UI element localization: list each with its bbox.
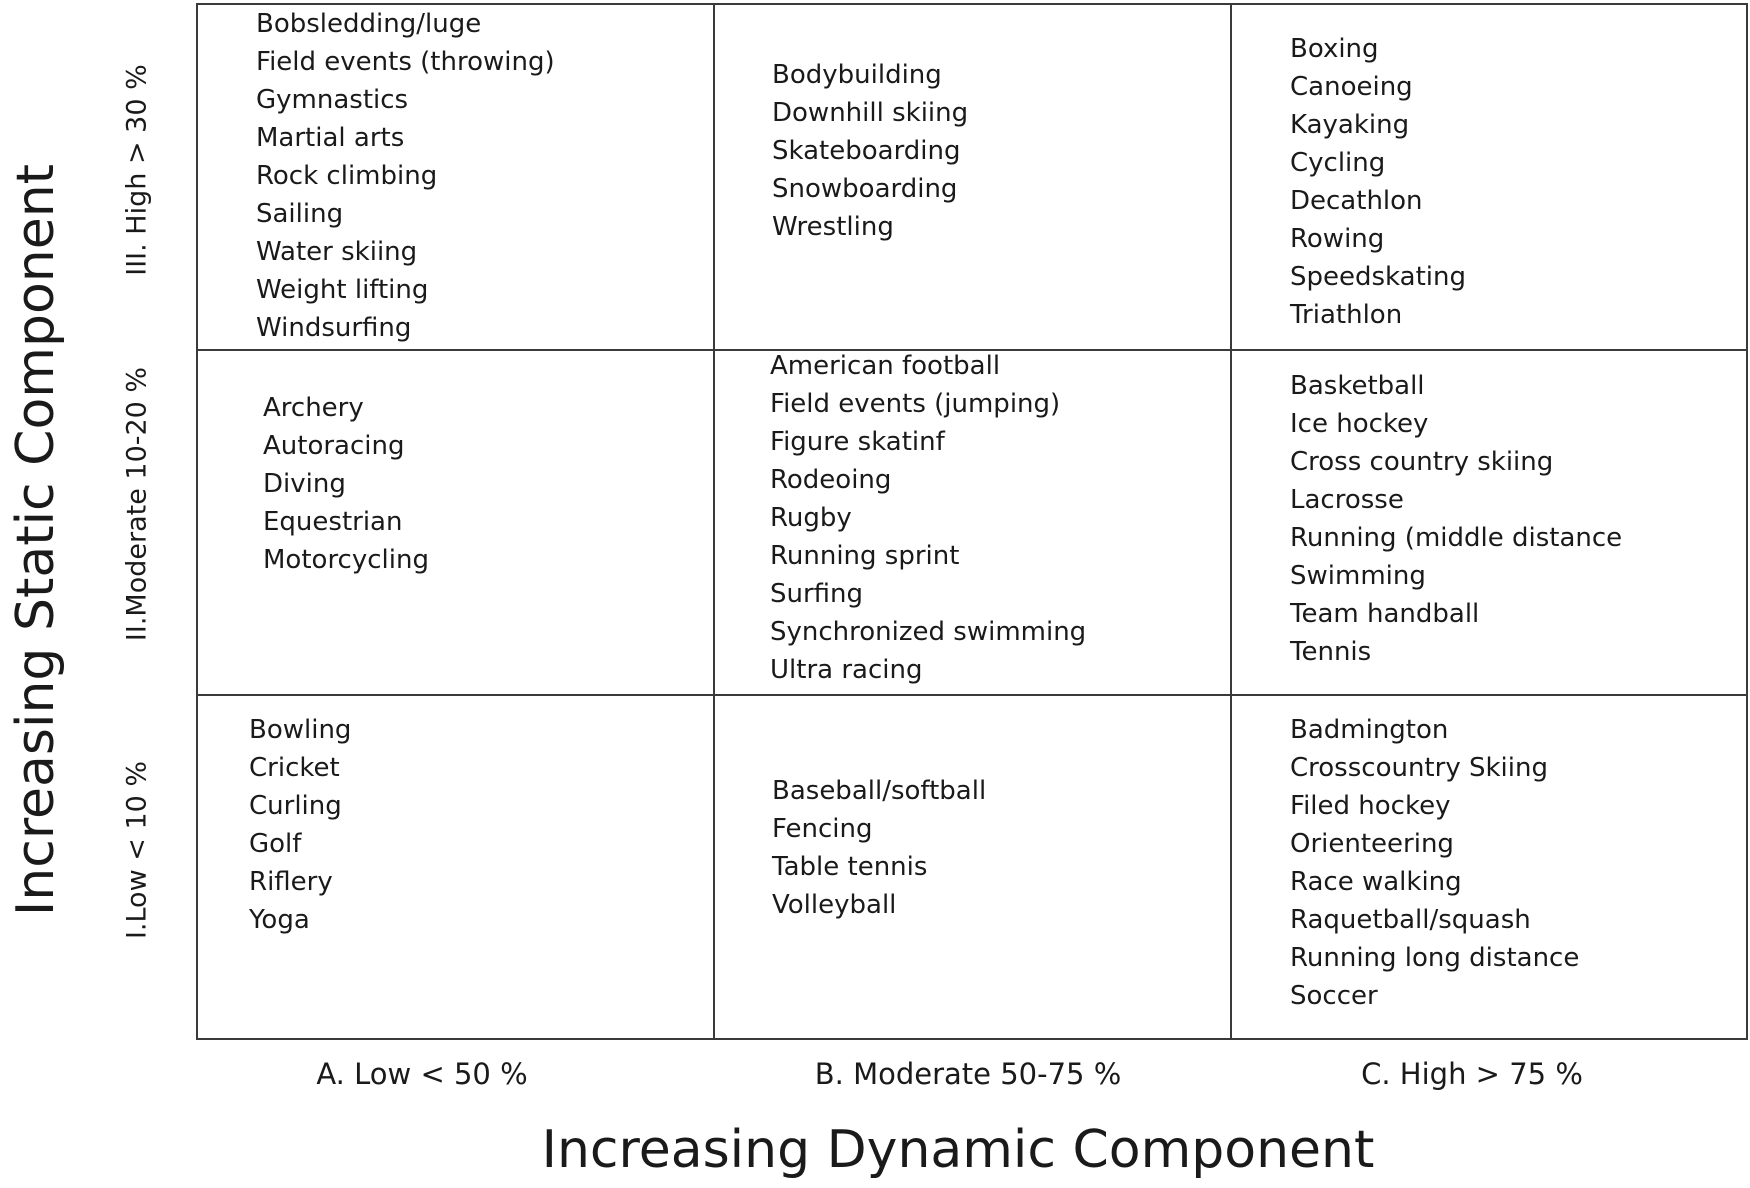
cell-high-static-low-dynamic [256,5,555,347]
sport-item: Field events (jumping) [770,389,1061,419]
sport-item: Downhill skiing [772,98,969,128]
sport-item: Filed hockey [1290,791,1451,821]
sport-item: Riflery [249,867,333,897]
sport-item: Basketball [1290,371,1425,401]
sport-item: Water skiing [256,237,418,267]
cell-high-static-high-dynamic [1290,30,1466,334]
classification-grid [196,3,1748,1040]
y-axis-title: Increasing Static Component [6,163,66,917]
cell-moderate-static-high-dynamic [1290,367,1622,671]
sport-item: Soccer [1290,981,1378,1011]
sport-item: Baseball/softball [772,776,987,806]
sport-item: Fencing [772,814,873,844]
sport-item: Swimming [1290,561,1426,591]
sport-item: Field events (throwing) [256,47,555,77]
sport-item: Synchronized swimming [770,617,1087,647]
cell-low-static-low-dynamic [249,711,351,939]
sport-item: American football [770,351,1001,381]
sport-item: Running sprint [770,541,960,571]
cell-low-static-high-dynamic [1290,711,1579,1015]
sport-item: Cricket [249,753,340,783]
sport-item: Wrestling [772,212,894,242]
sport-item: Rugby [770,503,852,533]
sport-item: Bowling [249,715,352,745]
sport-item: Rowing [1290,224,1385,254]
cell-high-static-moderate-dynamic [772,56,968,246]
sport-item: Ice hockey [1290,409,1429,439]
sport-item: Boxing [1290,34,1379,64]
sport-item: Team handball [1290,599,1480,629]
sport-item: Raquetball/squash [1290,905,1531,935]
sport-item: Surfing [770,579,864,609]
sport-item: Bodybuilding [772,60,942,90]
sport-item: Rock climbing [256,161,438,191]
sport-item: Lacrosse [1290,485,1404,515]
column-label-moderate: B. Moderate 50-75 % [814,1057,1122,1091]
sport-item: Diving [263,469,346,499]
sport-item: Orienteering [1290,829,1454,859]
sport-item: Windsurfing [256,313,412,343]
sport-item: Crosscountry Skiing [1290,753,1548,783]
sport-item: Equestrian [263,507,403,537]
sport-item: Volleyball [772,890,897,920]
sport-item: Snowboarding [772,174,958,204]
sport-item: Archery [263,393,364,423]
sport-item: Motorcycling [263,545,429,575]
grid-divider-vertical-2 [1230,5,1232,1038]
sport-item: Kayaking [1290,110,1410,140]
sport-item: Race walking [1290,867,1462,897]
sport-item: Bobsledding/luge [256,9,482,39]
sport-item: Curling [249,791,342,821]
sport-item: Weight lifting [256,275,429,305]
sport-item: Golf [249,829,302,859]
sport-item: Badmington [1290,715,1449,745]
column-label-high: C. High > 75 % [1361,1057,1583,1091]
sport-item: Tennis [1290,637,1372,667]
sport-item: Table tennis [772,852,928,882]
sport-item: Yoga [249,905,310,935]
column-label-low: A. Low < 50 % [316,1057,528,1091]
row-label-high: III. High > 30 % [121,64,153,276]
sport-item: Decathlon [1290,186,1423,216]
sport-item: Autoracing [263,431,405,461]
sport-item: Martial arts [256,123,405,153]
cell-moderate-static-low-dynamic [263,389,429,579]
grid-divider-vertical-1 [713,5,715,1038]
sport-item: Ultra racing [770,655,923,685]
sport-item: Sailing [256,199,344,229]
sport-item: Skateboarding [772,136,961,166]
sport-item: Figure skatinf [770,427,945,457]
sport-item: Running long distance [1290,943,1580,973]
sport-item: Gymnastics [256,85,409,115]
sport-item: Cycling [1290,148,1386,178]
sport-item: Speedskating [1290,262,1466,292]
cell-moderate-static-moderate-dynamic [770,347,1086,689]
sport-item: Cross country skiing [1290,447,1554,477]
sport-item: Rodeoing [770,465,892,495]
x-axis-title: Increasing Dynamic Component [541,1120,1375,1180]
cell-low-static-moderate-dynamic [772,772,986,924]
sport-item: Triathlon [1290,300,1403,330]
row-label-moderate: II.Moderate 10-20 % [121,366,153,642]
row-label-low: I.Low < 10 % [121,760,153,940]
sport-item: Canoeing [1290,72,1413,102]
sport-item: Running (middle distance [1290,523,1623,553]
grid-divider-horizontal-2 [198,694,1746,696]
